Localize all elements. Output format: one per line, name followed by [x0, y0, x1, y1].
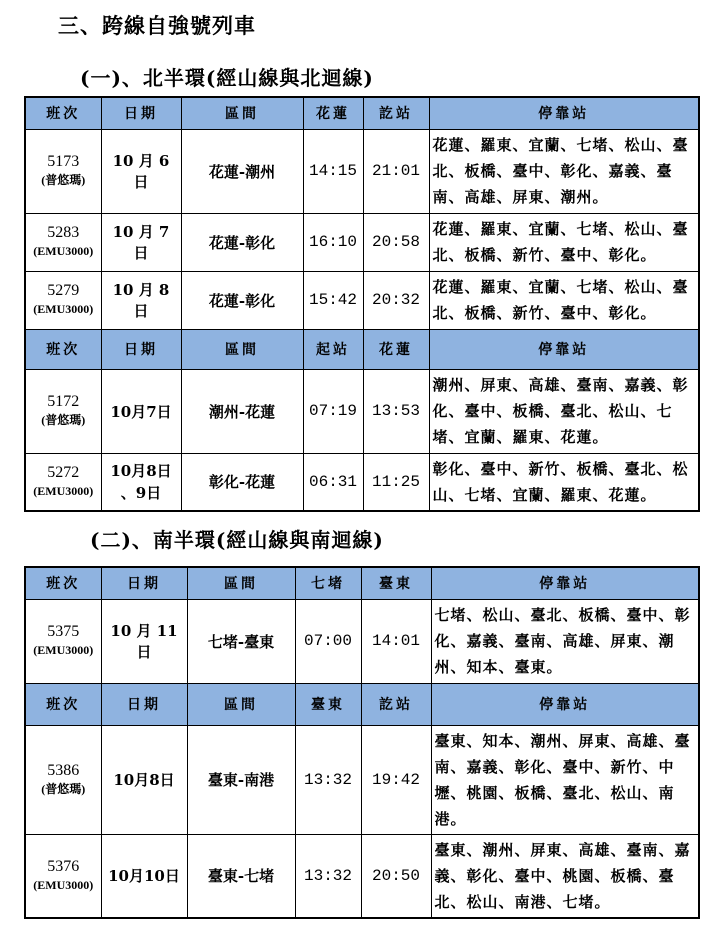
train-cell	[25, 453, 101, 511]
arrival-time: 14:01	[361, 599, 431, 683]
stops-cell: 潮州、屏東、高雄、臺南、嘉義、彰化、臺中、板橋、臺北、松山、七堵、宜蘭、羅東、花蓮。	[429, 369, 699, 453]
train-number: 5283	[47, 224, 80, 241]
departure-time: 06:31	[303, 453, 363, 511]
train-type: (EMU3000)	[33, 302, 94, 316]
train-cell	[25, 834, 101, 918]
train-cell	[25, 129, 101, 213]
train-cell	[25, 599, 101, 683]
departure-time: 13:32	[295, 725, 361, 834]
train-number: 5386	[47, 761, 80, 779]
header-departure: 起站	[303, 329, 363, 369]
header-stops: 停靠站	[431, 683, 699, 725]
table-header-row	[25, 683, 699, 725]
date-cell	[101, 453, 181, 511]
header-date: 日期	[101, 567, 187, 599]
arrival-time: 21:01	[363, 129, 429, 213]
date-cell: 10 月 6 日	[101, 129, 181, 213]
date-cell: 10 月 7 日	[101, 213, 181, 271]
stops-cell: 花蓮、羅東、宜蘭、七堵、松山、臺北、板橋、新竹、臺中、彰化。	[429, 271, 699, 329]
north-loop-table	[24, 96, 700, 512]
departure-time: 15:42	[303, 271, 363, 329]
south-loop-title: (二)、南半環(經山線與南迴線)	[90, 528, 384, 552]
header-section: 區間	[181, 97, 303, 129]
north-loop-title: (一)、北半環(經山線與北迴線)	[80, 66, 374, 90]
arrival-time: 11:25	[363, 453, 429, 511]
table-row	[25, 599, 699, 683]
header-date: 日期	[101, 683, 187, 725]
arrival-time: 20:32	[363, 271, 429, 329]
section-cell: 花蓮-潮州	[181, 129, 303, 213]
header-arrival: 訖站	[363, 97, 429, 129]
header-train: 班次	[25, 97, 101, 129]
train-cell	[25, 213, 101, 271]
stops-cell: 花蓮、羅東、宜蘭、七堵、松山、臺北、板橋、新竹、臺中、彰化。	[429, 213, 699, 271]
date-cell: 10 月 11 日	[101, 599, 187, 683]
header-departure: 臺東	[295, 683, 361, 725]
departure-time: 14:15	[303, 129, 363, 213]
section-heading: 三、跨線自強號列車	[58, 13, 256, 38]
train-cell	[25, 725, 101, 834]
train-number: 5272	[47, 463, 80, 481]
header-section: 區間	[181, 329, 303, 369]
header-departure: 七堵	[295, 567, 361, 599]
train-cell	[25, 271, 101, 329]
date-line-1: 10月8日	[110, 461, 172, 480]
header-train: 班次	[25, 567, 101, 599]
stops-cell: 臺東、潮州、屏東、高雄、臺南、嘉義、彰化、臺中、桃園、板橋、臺北、松山、南港、七堵。	[431, 834, 699, 918]
section-cell: 臺東-七堵	[187, 834, 295, 918]
header-arrival: 臺東	[361, 567, 431, 599]
stops-cell: 臺東、知本、潮州、屏東、高雄、臺南、嘉義、彰化、臺中、新竹、中壢、桃園、板橋、臺北、松山、南港。	[431, 725, 699, 834]
header-section: 區間	[187, 683, 295, 725]
train-cell	[25, 369, 101, 453]
header-stops: 停靠站	[429, 329, 699, 369]
train-number: 5375	[47, 623, 80, 640]
header-arrival: 花蓮	[363, 329, 429, 369]
table-row	[25, 271, 699, 329]
header-train: 班次	[25, 683, 101, 725]
header-section: 區間	[187, 567, 295, 599]
table-row	[25, 453, 699, 511]
table-row	[25, 369, 699, 453]
stops-cell: 花蓮、羅東、宜蘭、七堵、松山、臺北、板橋、臺中、彰化、嘉義、臺南、高雄、屏東、潮州。	[429, 129, 699, 213]
section-cell: 彰化-花蓮	[181, 453, 303, 511]
arrival-time: 20:50	[361, 834, 431, 918]
train-number: 5376	[47, 857, 80, 875]
date-cell: 10月10日	[101, 834, 187, 918]
south-loop-table	[24, 566, 700, 919]
section-cell: 七堵-臺東	[187, 599, 295, 683]
header-stops: 停靠站	[429, 97, 699, 129]
stops-cell: 彰化、臺中、新竹、板橋、臺北、松山、七堵、宜蘭、羅東、花蓮。	[429, 453, 699, 511]
train-type: (EMU3000)	[33, 877, 94, 892]
table-header-row	[25, 97, 699, 129]
departure-time: 13:32	[295, 834, 361, 918]
train-type: (普悠瑪)	[41, 413, 86, 427]
table-header-row	[25, 567, 699, 599]
arrival-time: 20:58	[363, 213, 429, 271]
header-stops: 停靠站	[431, 567, 699, 599]
train-type: (EMU3000)	[33, 643, 94, 657]
departure-time: 16:10	[303, 213, 363, 271]
section-cell: 潮州-花蓮	[181, 369, 303, 453]
train-number: 5279	[47, 282, 80, 299]
table-row	[25, 834, 699, 918]
header-train: 班次	[25, 329, 101, 369]
departure-time: 07:19	[303, 369, 363, 453]
train-type: (普悠瑪)	[41, 781, 86, 796]
arrival-time: 13:53	[363, 369, 429, 453]
stops-cell: 七堵、松山、臺北、板橋、臺中、彰化、嘉義、臺南、高雄、屏東、潮州、知本、臺東。	[431, 599, 699, 683]
train-type: (普悠瑪)	[41, 173, 86, 187]
header-arrival: 訖站	[361, 683, 431, 725]
table-row	[25, 129, 699, 213]
train-number: 5173	[47, 153, 80, 170]
section-cell: 花蓮-彰化	[181, 213, 303, 271]
table-header-row	[25, 329, 699, 369]
arrival-time: 19:42	[361, 725, 431, 834]
header-date: 日期	[101, 329, 181, 369]
train-number: 5172	[47, 393, 80, 410]
date-line-2: 、9日	[120, 483, 162, 502]
header-departure: 花蓮	[303, 97, 363, 129]
header-date: 日期	[101, 97, 181, 129]
date-cell: 10月8日	[101, 725, 187, 834]
section-cell: 花蓮-彰化	[181, 271, 303, 329]
table-row	[25, 213, 699, 271]
train-type: (EMU3000)	[33, 244, 94, 258]
date-cell: 10月7日	[101, 369, 181, 453]
table-row	[25, 725, 699, 834]
departure-time: 07:00	[295, 599, 361, 683]
train-type: (EMU3000)	[33, 483, 94, 498]
section-cell: 臺東-南港	[187, 725, 295, 834]
date-cell: 10 月 8 日	[101, 271, 181, 329]
